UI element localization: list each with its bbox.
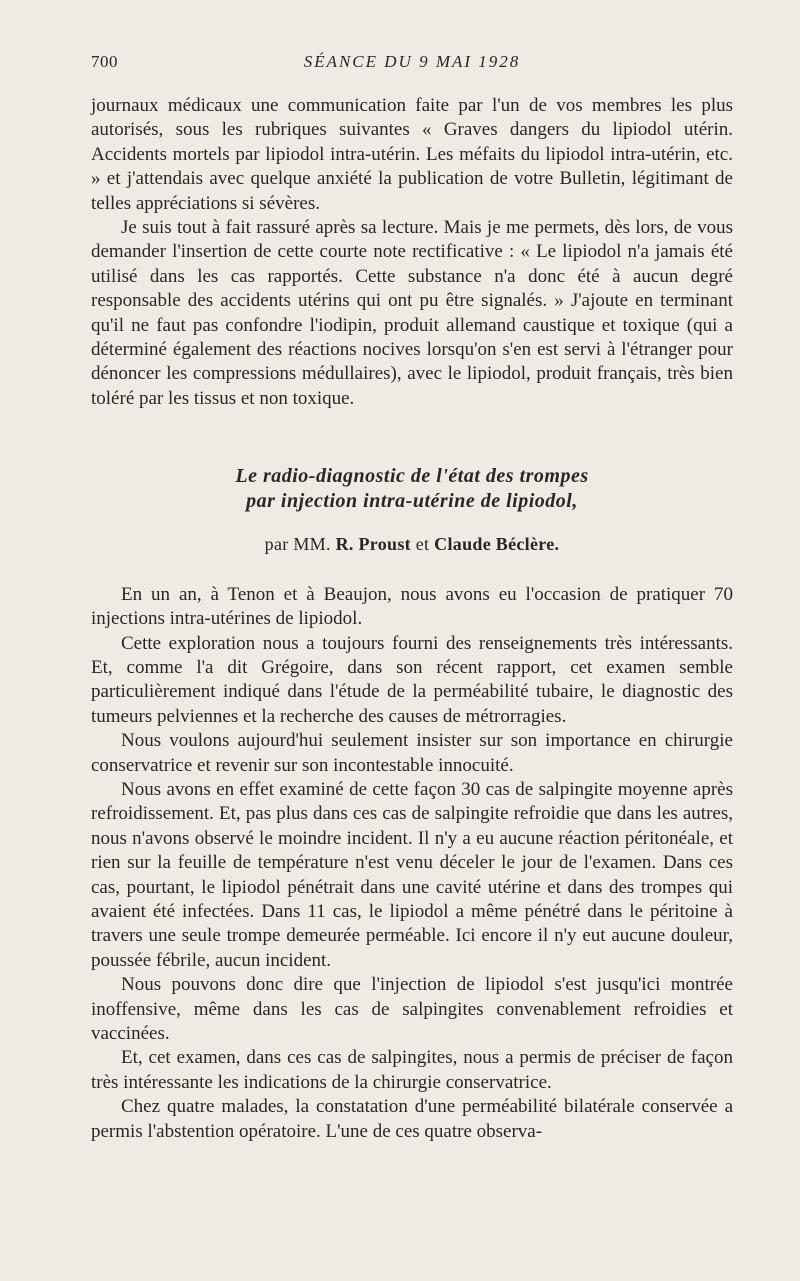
article-title-line-1: Le radio-diagnostic de l'état des trompes <box>235 465 589 488</box>
article-title <box>91 411 733 514</box>
paragraph: Je suis tout à fait rassuré après sa lecture. Mais je me permets, dès lors, de vous demander l'insertion de cette courte note rectificative : « Le lipiodol n'a jamais été utilisé dans les cas rapportés. Cette substance n'a donc été à aucun degré responsable des accidents utérins qui ont pu être signalés. » J'ajoute en terminant qu'il ne faut pas confondre l'iodipin, produit allemand caustique et toxique (qui a déterminé également des réactions nocives lorsqu'on s'en est servi à l'étranger pour dénoncer les compressions médullaires), avec le lipiodol, produit français, très bien toléré par les tissus et non toxique. <box>91 217 733 409</box>
paragraph: Cette exploration nous a toujours fourni des renseignements très intéressants. Et, comme l'a dit Grégoire, dans son récent rapport, cet examen semble particulièrement indiqué dans l'étude de la perméabilité tubaire, le diagnostic des tumeurs pelviennes et la recherche des causes de métrorragies. <box>91 632 733 727</box>
running-header <box>91 52 733 76</box>
byline-join: et <box>415 534 430 555</box>
author-name: R. Proust <box>335 534 411 555</box>
paragraph: Nous avons en effet examiné de cette façon 30 cas de salpingite moyenne après refroidissement. Et, pas plus dans ces cas de salpingite refroidie que dans les autres, nous n'avons observé le moindre incident. Il n'y a eu aucune réaction péritonéale, et rien sur la feuille de température n'est venu déceler le jour de l'examen. Dans ces cas, pourtant, le lipiodol pénétrait dans une cavité utérine et dans des trompes qui avaient été infectées. Dans 11 cas, le lipiodol a même pénétré dans le péritoine à travers une seule trompe demeurée perméable. Ici encore il n'y eut aucune douleur, poussée fébrile, aucun incident. <box>91 778 733 971</box>
byline <box>91 514 733 582</box>
paragraph: Et, cet examen, dans ces cas de salpingites, nous a permis de préciser de façon très intéressante les indications de la chirurgie conservatrice. <box>91 1047 733 1093</box>
byline-prefix: par MM. <box>264 534 331 555</box>
running-title: SÉANCE DU 9 MAI 1928 <box>303 52 521 71</box>
page-number: 700 <box>91 52 118 71</box>
paragraph: En un an, à Tenon et à Beaujon, nous avons eu l'occasion de pratiquer 70 injections intra-utérines de lipiodol. <box>91 583 733 630</box>
paragraph: journaux médicaux une communication faite par l'un de vos membres les plus autorisés, sous les rubriques suivantes « Graves dangers du lipiodol utérin. Accidents mortels par lipiodol intra-utérin. Les méfaits du lipiodol intra-utérin, etc. » et j'attendais avec quelque anxiété la publication de votre Bulletin, légitimant de telles appréciations si sévères. <box>91 95 733 214</box>
paragraph: Nous pouvons donc dire que l'injection de lipiodol s'est jusqu'ici montrée inoffensive, même dans les cas de salpingites convenablement refroidies et vaccinées. <box>91 974 733 1044</box>
paragraph: Chez quatre malades, la constatation d'une perméabilité bilatérale conservée a permis l'abstention opératoire. L'une de ces quatre observa- <box>91 1096 733 1142</box>
page-body <box>91 94 733 1144</box>
author-name: Claude Béclère. <box>434 534 560 555</box>
paragraph: Nous voulons aujourd'hui seulement insister sur son importance en chirurgie conservatrice et revenir sur son incontestable innocuité. <box>91 730 733 776</box>
article-title-line-2: par injection intra-utérine de lipiodol, <box>246 490 578 513</box>
